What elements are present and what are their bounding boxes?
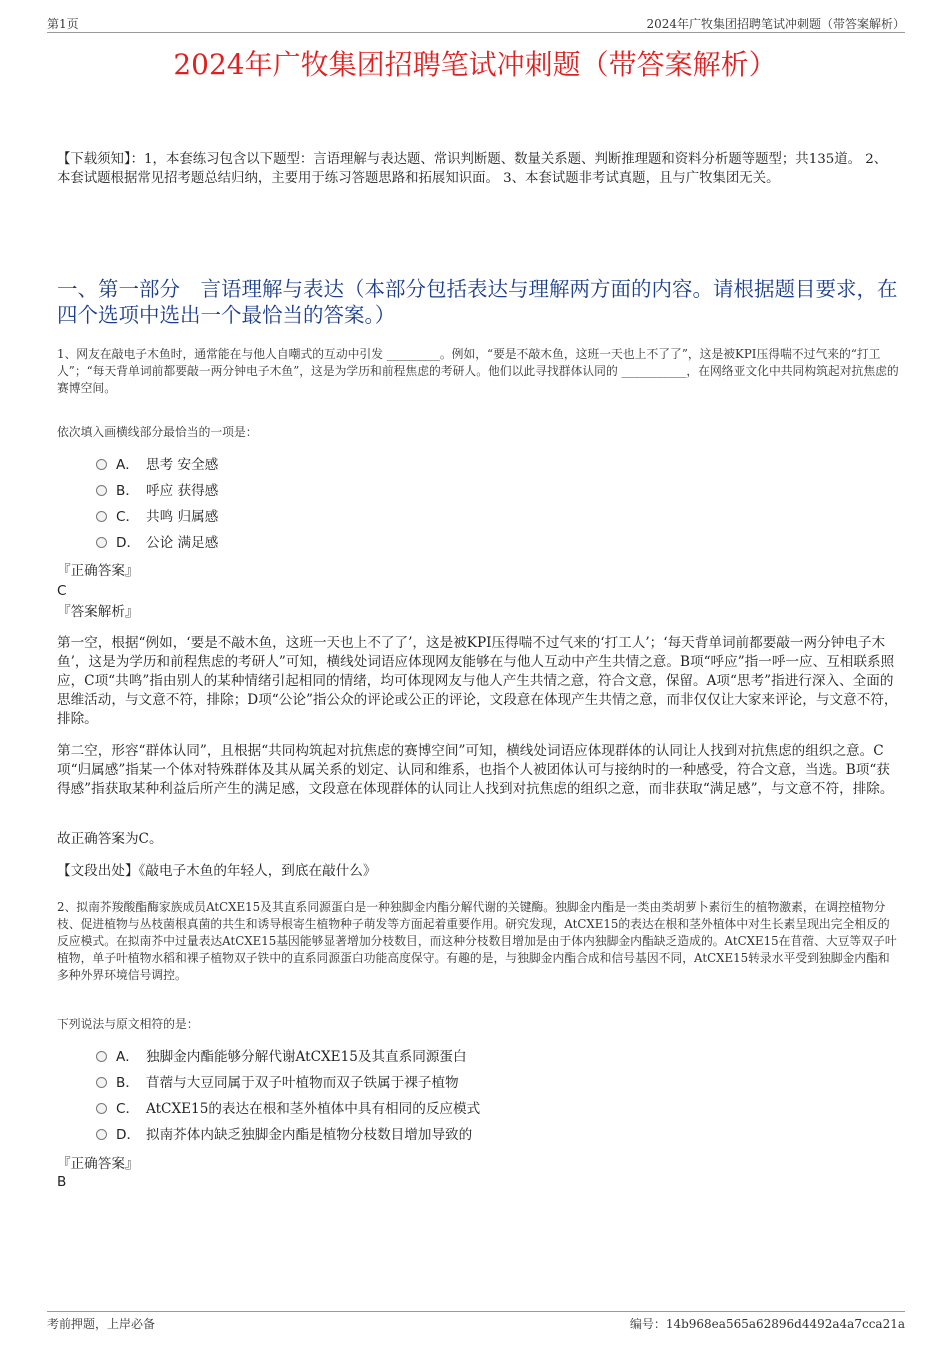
option-b[interactable]: B． 苜蓿与大豆同属于双子叶植物而双子铁属于裸子植物 [96,1070,480,1096]
document-title: 2024年广牧集团招聘笔试冲刺题（带答案解析） [173,48,777,81]
option-d[interactable]: D． 公论 满足感 [96,530,218,556]
section-heading: 一、第一部分 言语理解与表达（本部分包括表达与理解两方面的内容。请根据题目要求，在四个选项中选出一个最恰当的答案。） [57,277,898,327]
question-1-options [96,452,218,556]
header-doc-title: 2024年广牧集团招聘笔试冲刺题（带答案解析） [646,17,905,31]
answer-value: C [57,583,67,599]
question-2-options [96,1044,480,1148]
question-1-stem [57,346,900,397]
analysis-conclusion: 故正确答案为C。 [57,831,163,847]
radio-icon[interactable] [96,485,107,496]
radio-icon[interactable] [96,511,107,522]
question-2-ask: 下列说法与原文相符的是： [57,1017,199,1031]
radio-icon[interactable] [96,1077,107,1088]
option-b[interactable]: B． 呼应 获得感 [96,478,218,504]
radio-icon[interactable] [96,1051,107,1062]
page-footer [47,1311,905,1331]
radio-icon[interactable] [96,537,107,548]
page-number: 第1页 [47,17,79,31]
page-header [47,14,905,33]
download-notice: 【下载须知】：1，本套练习包含以下题型：言语理解与表达题、常识判断题、数量关系题、判断推理题和资料分析题等题型；共135道。 2、本套试题根据常见招考题总结归纳，主要用于练习答题思路和拓展知识面。 3、本套试题非考试真题，且与广牧集团无关。 [57,152,888,186]
option-d[interactable]: D． 拟南芥体内缺乏独脚金内酯是植物分枝数目增加导致的 [96,1122,480,1148]
radio-icon[interactable] [96,1129,107,1140]
option-a[interactable]: A． 思考 安全感 [96,452,218,478]
option-c[interactable]: C． 共鸣 归属感 [96,504,218,530]
answer-label: 『正确答案』 [57,1156,139,1172]
answer-value: B [57,1174,67,1190]
question-2-text: 2、拟南芥羧酸酯酶家族成员AtCXE15及其直系同源蛋白是一种独脚金内酯分解代谢的关键酶。独脚金内酯是一类由类胡萝卜素衍生的植物激素，在调控植物分枝、促进植物与丛枝菌根真菌的共生和诱导根寄生植物种子萌发等方面起着重要作用。研究发现，AtCXE15的表达在根和茎外植体中对生长素呈现出完全相反的反应模式。在拟南芥中过量表达AtCXE15基因能够显著增加分枝数目，而这种分枝数目增加是由于体内独脚金内酯缺乏造成的。AtCXE15在苜蓿、大豆等双子叶植物，单子叶植物水稻和裸子植物双子铁中的直系同源蛋白功能高度保守。有趣的是，与独脚金内酯合成和信号基因不同，AtCXE15转录水平受到独脚金内酯和多种外界环境信号调控。 [57,900,897,982]
analysis-paragraph-1: 第一空，根据“例如，‘要是不敲木鱼，这班一天也上不了了’，这是被KPI压得喘不过气来的‘打工人’；‘每天背单词前都要敲一两分钟电子木鱼’，这是为学历和前程焦虑的考研人”可知，横线处词语应体现网友能够在与他人互动中产生共情之意。B项“呼应”指一呼一应、互相联系照应，C项“共鸣”指由别人的某种情绪引起相同的情绪，均可体现网友与他人产生共情之意，符合文意，保留。A项“思考”指进行深入、全面的思维活动，与文意不符，排除；D项“公论”指公众的评论或公正的评论，文段意在体现产生共情之意，而非仅仅让大家来评论，与文意不符，排除。 [57,635,898,727]
source-citation: 【文段出处】《敲电子木鱼的年轻人，到底在敲什么》 [57,863,377,879]
question-1-ask: 依次填入画横线部分最恰当的一项是： [57,425,258,439]
option-a[interactable]: A． 独脚金内酯能够分解代谢AtCXE15及其直系同源蛋白 [96,1044,480,1070]
analysis-label: 『答案解析』 [57,604,139,620]
question-2-stem [57,899,900,984]
analysis-paragraph-2: 第二空，形容“群体认同”，且根据“共同构筑起对抗焦虑的赛博空间”可知，横线处词语应体现群体的认同让人找到对抗焦虑的组织之意。C项“归属感”指某一个体对特殊群体及其从属关系的划定、认同和维系，也指个人被团体认可与接纳时的一种感受，符合文意，当选。B项“获得感”指获取某种利益后所产生的满足感，文段意在体现群体的认同让人找到对抗焦虑的组织之意，而非获取“满足感”，与文意不符，排除。 [57,743,894,797]
footer-id: 编号：14b968ea565a62896d4492a4a7cca21a [629,1317,905,1331]
radio-icon[interactable] [96,1103,107,1114]
question-1-text: 1、网友在敲电子木鱼时，通常能在与他人自嘲式的互动中引发 _________。例如，“要是不敲木鱼，这班一天也上不了了”，这是被KPI压得喘不过气来的“打工人”；“每天背单词前都要敲一两分钟电子木鱼”，这是为学历和前程焦虑的考研人。他们以此寻找群体认同的 ___________，在网络亚文化中共同构筑起对抗焦虑的赛博空间。 [57,347,899,395]
answer-label: 『正确答案』 [57,563,139,579]
option-c[interactable]: C． AtCXE15的表达在根和茎外植体中具有相同的反应模式 [96,1096,480,1122]
footer-slogan: 考前押题，上岸必备 [47,1317,156,1331]
radio-icon[interactable] [96,459,107,470]
